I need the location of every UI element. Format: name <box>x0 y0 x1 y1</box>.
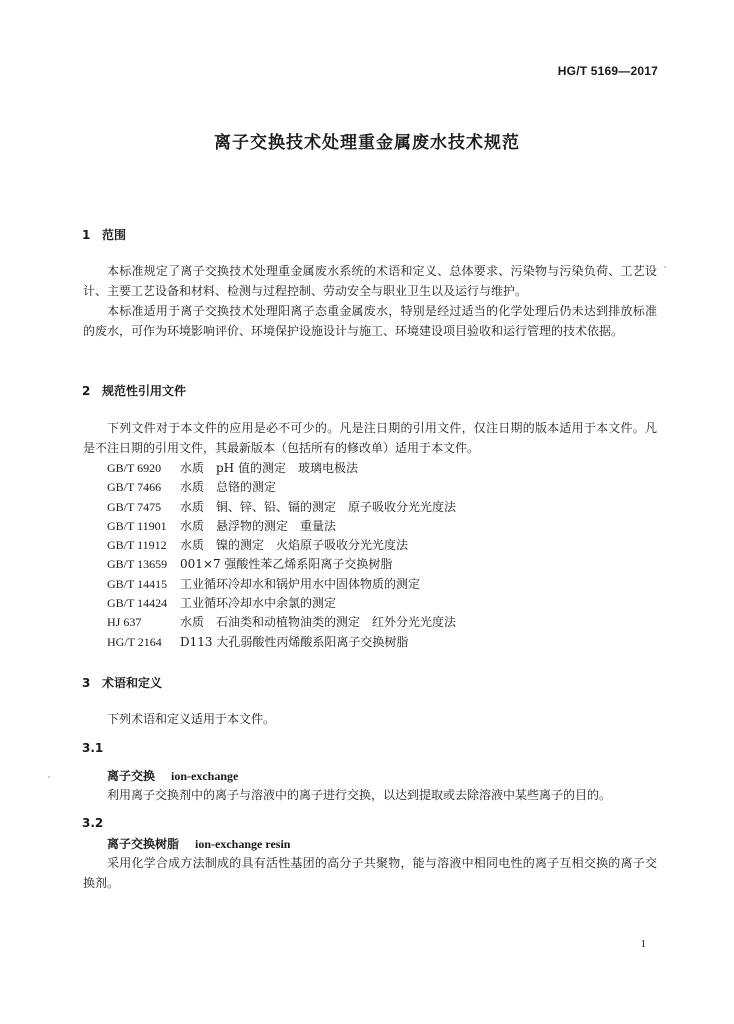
reference-code: GB/T 14424 <box>107 596 168 611</box>
reference-item <box>107 594 456 613</box>
section-number: 3 <box>82 676 91 690</box>
term-english: ion-exchange resin <box>195 837 291 851</box>
term-definition: 采用化学合成方法制成的具有活性基团的高分子共聚物，能与溶液中相同电性的离子互相交换的离子交换剂。 <box>83 856 657 890</box>
term-english: ion-exchange <box>171 769 239 783</box>
section-title: 范围 <box>102 228 127 242</box>
reference-item <box>107 478 456 497</box>
section-1-heading <box>82 226 126 243</box>
section-number: 2 <box>82 384 91 398</box>
reference-code: GB/T 7466 <box>107 480 162 495</box>
page-number: 1 <box>640 938 646 950</box>
reference-code: GB/T 7475 <box>107 499 162 514</box>
reference-title: 工业循环冷却水和锅炉用水中固体物质的测定 <box>180 576 421 591</box>
reference-item <box>107 517 456 536</box>
section-number: 1 <box>82 228 91 242</box>
reference-title: 水质 镍的测定 火焰原子吸收分光光度法 <box>180 538 409 553</box>
section-3-heading <box>82 674 162 691</box>
document-title: 离子交换技术处理重金属废水技术规范 <box>214 133 520 153</box>
reference-title: 水质 总铬的测定 <box>180 480 277 495</box>
section-3-intro: 下列术语和定义适用于本文件。 <box>107 712 276 726</box>
reference-title: 水质 石油类和动植物油类的测定 红外分光光度法 <box>180 615 457 630</box>
reference-code: GB/T 6920 <box>107 461 162 475</box>
section-title: 规范性引用文件 <box>102 384 187 398</box>
reference-code: HJ 637 <box>107 615 142 630</box>
reference-item <box>107 459 456 478</box>
section-2-heading <box>82 382 186 399</box>
section-2-intro: 下列文件对于本文件的应用是必不可少的。凡是注日期的引用文件，仅注日期的版本适用于本文件。凡是不注日期的引用文件，其最新版本（包括所有的修改单）适用于本文件。 <box>83 421 657 455</box>
clause-number: 3.2 <box>82 816 104 830</box>
reference-title: 水质 pH 值的测定 玻璃电极法 <box>180 461 358 475</box>
reference-code: GB/T 14415 <box>107 576 168 591</box>
term-definition: 利用离子交换剂中的离子与溶液中的离子进行交换，以达到提取或去除溶液中某些离子的目的。 <box>107 788 612 802</box>
reference-item <box>107 536 456 555</box>
section-title: 术语和定义 <box>102 676 163 690</box>
reference-title: 水质 悬浮物的测定 重量法 <box>180 518 337 533</box>
reference-code: GB/T 11912 <box>107 538 167 553</box>
section-1-paragraph-2: 本标准适用于离子交换技术处理阳离子态重金属废水，特别是经过适当的化学处理后仍未达到排放标准的废水，可作为环境影响评价、环境保护设施设计与施工、环境建设项目验收和运行管理的技术依据。 <box>83 304 657 338</box>
reference-item <box>107 575 456 594</box>
scan-speck <box>48 776 50 778</box>
term-heading <box>107 767 238 784</box>
scan-speck <box>664 266 666 268</box>
reference-title: 001×7 强酸性苯乙烯系阳离子交换树脂 <box>180 557 393 572</box>
section-1-paragraph-1: 本标准规定了离子交换技术处理重金属废水系统的术语和定义、总体要求、污染物与污染负荷、工艺设计、主要工艺设备和材料、检测与过程控制、劳动安全与职业卫生以及运行与维护。 <box>83 264 657 298</box>
reference-item <box>107 613 456 632</box>
reference-code: GB/T 13659 <box>107 557 168 572</box>
term-heading <box>107 835 290 852</box>
term-chinese: 离子交换树脂 <box>107 837 180 851</box>
reference-code: GB/T 11901 <box>107 518 167 533</box>
normative-reference-list <box>107 459 456 652</box>
reference-title: 水质 铜、锌、铅、镉的测定 原子吸收分光光度法 <box>180 499 457 514</box>
clause-number: 3.1 <box>82 741 104 755</box>
reference-title: D113 大孔弱酸性丙烯酸系阳离子交换树脂 <box>180 634 409 649</box>
reference-item <box>107 555 456 574</box>
standard-code: HG/T 5169—2017 <box>557 64 658 78</box>
reference-item <box>107 498 456 517</box>
reference-title: 工业循环冷却水中余氯的测定 <box>180 596 337 611</box>
term-chinese: 离子交换 <box>107 769 156 783</box>
reference-item <box>107 633 456 652</box>
reference-code: HG/T 2164 <box>107 634 162 649</box>
